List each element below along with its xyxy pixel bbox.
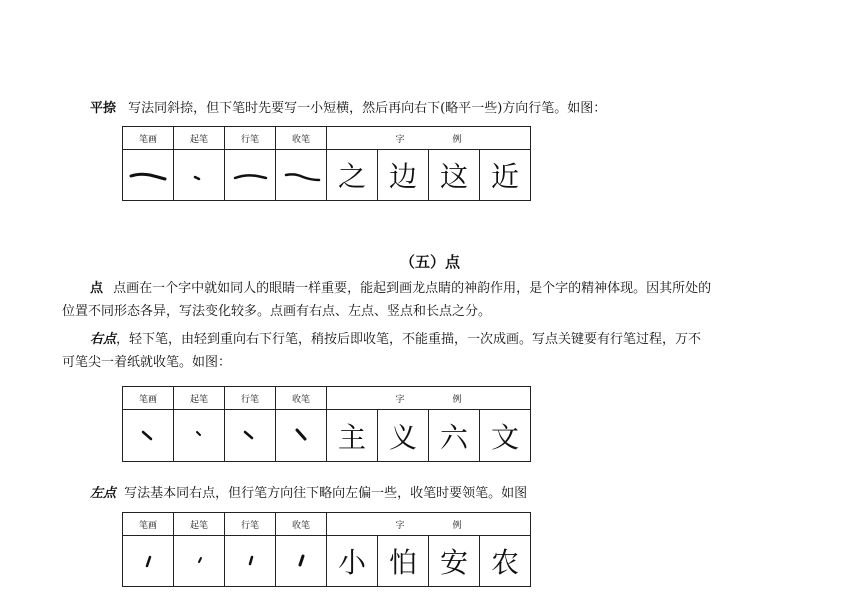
- header-move: 行笔: [225, 513, 276, 536]
- pingna-text: 写法同斜捺，但下笔时先要写一小短横，然后再向右下(略平一些)方向行笔。如图：: [128, 101, 607, 116]
- example-char: 怕: [378, 536, 429, 587]
- youdian-paragraph-line1: [90, 330, 701, 350]
- dian-paragraph-line2: [62, 302, 491, 322]
- header-move: 行笔: [225, 387, 276, 410]
- zuodian-text: 写法基本同右点，但行笔方向往下略向左偏一些，收笔时要领笔。如图: [124, 486, 528, 501]
- header-stroke: 笔画: [123, 127, 174, 150]
- example-char: 小: [327, 536, 378, 587]
- table-header-row: [123, 513, 531, 536]
- stroke-start: [174, 150, 225, 201]
- zuodian-paragraph: [90, 484, 527, 504]
- stroke-end: [276, 410, 327, 462]
- stroke-move: [225, 410, 276, 462]
- header-examples: 字 例: [327, 127, 531, 150]
- zuodian-label: 左点: [90, 486, 117, 501]
- table-body-row: [123, 150, 531, 201]
- dian-text-1: 点画在一个字中就如同人的眼睛一样重要，能起到画龙点睛的神韵作用，是个字的精神体现。因其所处的: [113, 281, 712, 296]
- header-start: 起笔: [174, 387, 225, 410]
- youdian-paragraph-line2: [62, 353, 231, 373]
- example-char: 安: [429, 536, 480, 587]
- table-header-row: [123, 127, 531, 150]
- example-char: 边: [378, 150, 429, 201]
- header-move: 行笔: [225, 127, 276, 150]
- table-body-row: [123, 410, 531, 462]
- header-stroke: 笔画: [123, 513, 174, 536]
- stroke-move: [225, 536, 276, 587]
- stroke-move: [225, 150, 276, 201]
- youdian-text-1: ，轻下笔，由轻到重向右下行笔，稍按后即收笔，不能重描，一次成画。写点关键要有行笔过程，万不: [116, 332, 702, 347]
- header-start: 起笔: [174, 127, 225, 150]
- youdian-label: 右点: [90, 332, 117, 347]
- example-char: 这: [429, 150, 480, 201]
- pingna-label: 平捺: [90, 101, 117, 116]
- example-char: 之: [327, 150, 378, 201]
- example-char: 文: [480, 410, 531, 462]
- example-char: 近: [480, 150, 531, 201]
- example-char: 主: [327, 410, 378, 462]
- stroke-start: [174, 536, 225, 587]
- example-char: 六: [429, 410, 480, 462]
- section-heading-dian: （五）点: [399, 253, 460, 271]
- header-end: 收笔: [276, 513, 327, 536]
- table-body-row: [123, 536, 531, 587]
- pingna-stroke-table: [122, 126, 531, 201]
- table-header-row: [123, 387, 531, 410]
- zuodian-stroke-table: [122, 512, 531, 587]
- stroke-full: [123, 410, 174, 462]
- header-examples: 字 例: [327, 513, 531, 536]
- stroke-start: [174, 410, 225, 462]
- dian-label: 点: [90, 281, 104, 296]
- header-end: 收笔: [276, 387, 327, 410]
- stroke-end: [276, 150, 327, 201]
- header-end: 收笔: [276, 127, 327, 150]
- header-stroke: 笔画: [123, 387, 174, 410]
- youdian-text-2: 可笔尖一着纸就收笔。如图：: [62, 355, 232, 370]
- dian-text-2: 位置不同形态各异，写法变化较多。点画有右点、左点、竖点和长点之分。: [62, 304, 492, 319]
- stroke-full: [123, 536, 174, 587]
- dian-paragraph-line1: [90, 279, 711, 299]
- pingna-paragraph: [90, 99, 606, 119]
- youdian-stroke-table: [122, 386, 531, 462]
- header-examples: 字 例: [327, 387, 531, 410]
- stroke-end: [276, 536, 327, 587]
- stroke-full: [123, 150, 174, 201]
- example-char: 农: [480, 536, 531, 587]
- header-start: 起笔: [174, 513, 225, 536]
- example-char: 义: [378, 410, 429, 462]
